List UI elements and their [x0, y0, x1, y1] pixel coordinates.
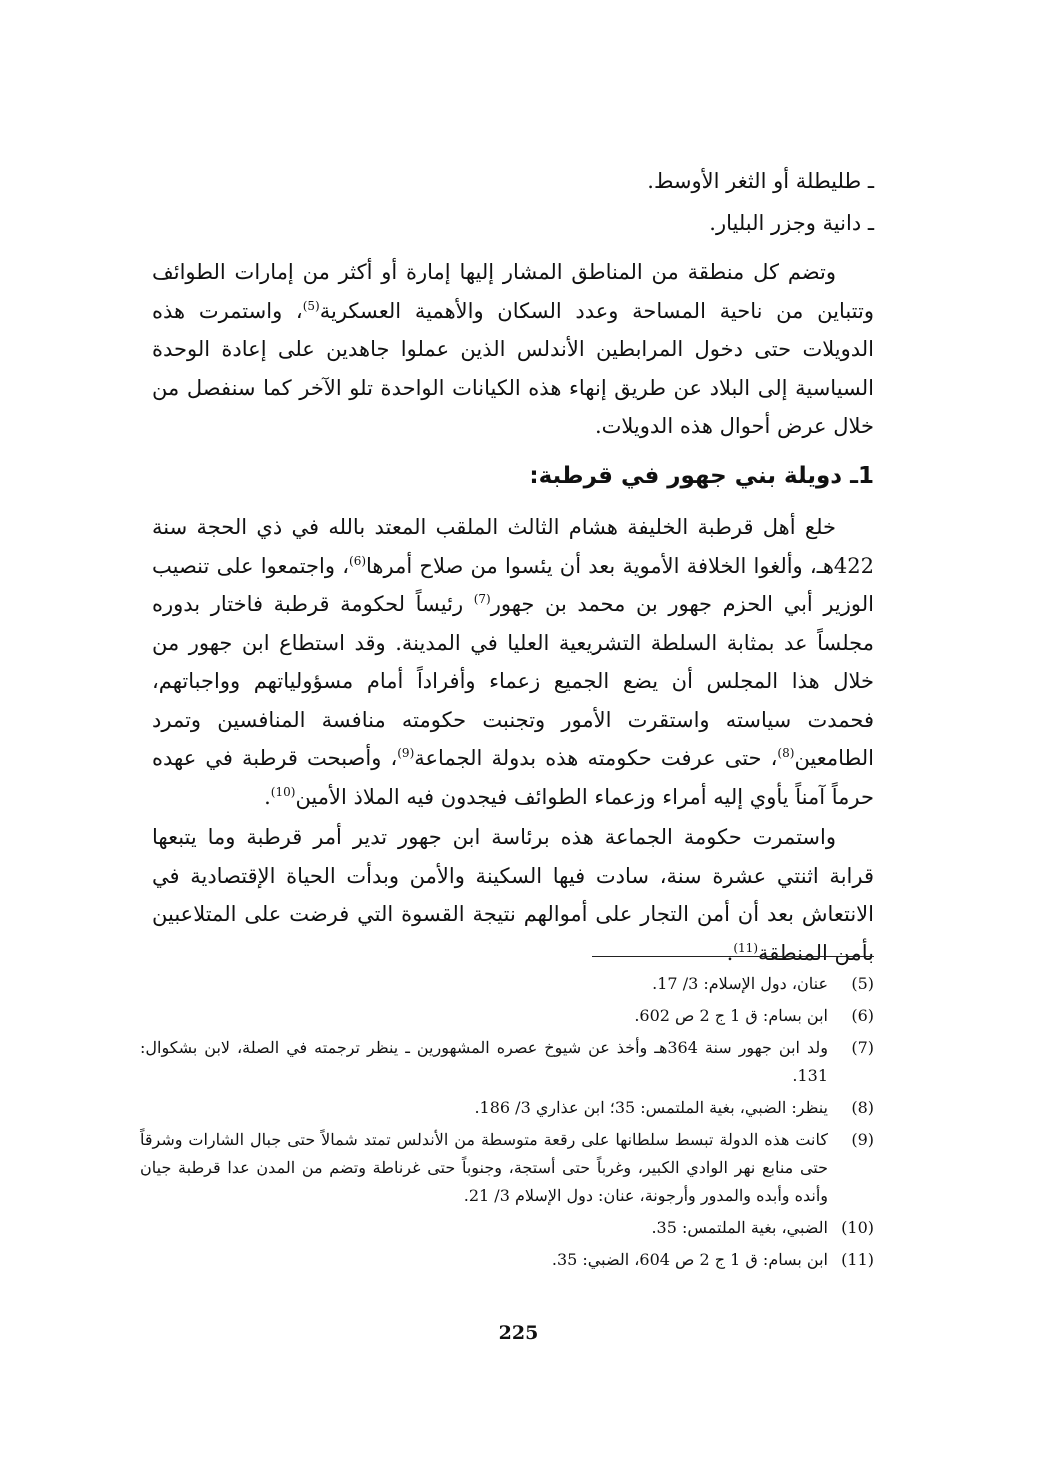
footnote-text: عنان، دول الإسلام: 3/ 17. [652, 974, 828, 993]
footnote-number: (11) [841, 1250, 874, 1269]
text-run: ، واجتمعوا على تنصيب الوزير أبي الحزم جهور بن محمد بن جهور [152, 553, 874, 616]
text-run: . [264, 784, 271, 809]
footnote-text: كانت هذه الدولة تبسط سلطانها على رقعة متوسطة من الأندلس تمتد شمالاً حتى جبال الشارات وشرقاً حتى منابع نهر الوادي الكبير، وغرباً حتى أستجة، وجنوباً حتى غرناطة وتضم من المدن عدا قرطبة جيان وأنده وأبده والمدور وأرجونة، عنان: دول الإسلام 3/ 21. [140, 1130, 828, 1205]
footnote-divider [592, 956, 874, 957]
footnote [140, 1002, 874, 1030]
footnote-number: (5) [851, 974, 874, 993]
page-number: 225 [498, 1322, 539, 1344]
footnotes [140, 970, 874, 1278]
footnote [140, 1126, 874, 1210]
section-heading: 1ـ دويلة بني جهور في قرطبة: [529, 463, 874, 489]
bullet-item: ـ دانية وجزر البليار. [709, 211, 874, 235]
footnote-ref: (9) [397, 746, 415, 760]
text-run: وتضم كل منطقة من المناطق المشار إليها إمارة أو أكثر من إمارات الطوائف وتتباين من ناحية المساحة وعدد السكان والأهمية العسكرية [152, 260, 874, 323]
footnote-text: ابن بسام: ق 1 ج 2 ص 604، الضبي: 35. [551, 1250, 828, 1269]
footnote-text: ابن بسام: ق 1 ج 2 ص 602. [634, 1006, 828, 1025]
footnote-ref: (10) [270, 784, 296, 799]
footnote [140, 1214, 874, 1242]
text-run: . [726, 940, 734, 965]
footnote-ref: (5) [302, 298, 320, 313]
footnote [140, 970, 874, 998]
footnote [140, 1034, 874, 1090]
paragraph-1 [152, 253, 874, 446]
text-run: خلع أهل قرطبة الخليفة هشام الثالث الملقب المعتد بالله في ذي الحجة سنة 422هـ، وألغوا الخلافة الأموية بعد أن يئسوا من صلاح أمرها [152, 515, 875, 578]
paragraph-2 [152, 508, 874, 816]
footnote [140, 1094, 874, 1122]
footnote-number: (10) [841, 1218, 874, 1237]
footnote-number: (9) [851, 1130, 874, 1149]
footnote-text: الضبي، بغية الملتمس: 35. [651, 1218, 828, 1237]
footnote-number: (7) [851, 1038, 874, 1057]
text-run: واستمرت حكومة الجماعة هذه برئاسة ابن جهور تدير أمر قرطبة وما يتبعها قرابة اثنتي عشرة سنة، سادت فيها السكينة والأمن وبدأت الحياة الإقتصادية في الانتعاش بعد أن أمن التجار على أموالهم نتيجة القسوة التي فرضت على المتلاعبين بأمن المنطقة [152, 825, 874, 965]
text-run: ، حتى عرفت حكومته هذه بدولة الجماعة [414, 746, 778, 770]
bullet-item: ـ طليطلة أو الثغر الأوسط. [647, 169, 874, 193]
footnote-ref: (8) [777, 746, 795, 760]
text-run: رئيساً لحكومة قرطبة فاختار بدوره مجلساً عد بمثابة السلطة التشريعية العليا في المدينة. وقد استطاع ابن جهور من خلال هذا المجلس أن يضع الجميع زعماء وأفراداً أمام مسؤولياتهم وواجباتهم، فحمدت سياسته واستقرت الأمور وتجنبت حكومته منافسة المنافسين وتمرد الطامعين [152, 592, 874, 770]
footnote-ref: (11) [733, 940, 759, 955]
text-run: ، وأصبحت قرطبة في عهده حرماً آمناً يأوي إليه أمراء وزعماء الطوائف فيجدون فيه الملاذ الأمين [152, 746, 874, 809]
footnote-number: (8) [851, 1098, 874, 1117]
paragraph-3 [152, 818, 874, 972]
footnote [140, 1246, 874, 1274]
footnote-number: (6) [851, 1006, 874, 1025]
footnote-ref: (7) [473, 592, 491, 606]
footnote-text: ينظر: الضبي، بغية الملتمس: 35؛ ابن عذاري 3/ 186. [474, 1098, 828, 1117]
footnote-text: ولد ابن جهور سنة 364هـ وأخذ عن شيوخ عصره المشهورين ـ ينظر ترجمته في الصلة، لابن بشكوال: 131. [140, 1038, 828, 1085]
text-run: ، واستمرت هذه الدويلات حتى دخول المرابطين الأندلس الذين عملوا جاهدين على إعادة الوحدة السياسية إلى البلاد عن طريق إنهاء هذه الكيانات الواحدة تلو الآخر كما سنفصل من خلال عرض أحوال هذه الدويلات. [152, 298, 874, 438]
footnote-ref: (6) [349, 553, 367, 568]
bullet-list [152, 160, 874, 244]
